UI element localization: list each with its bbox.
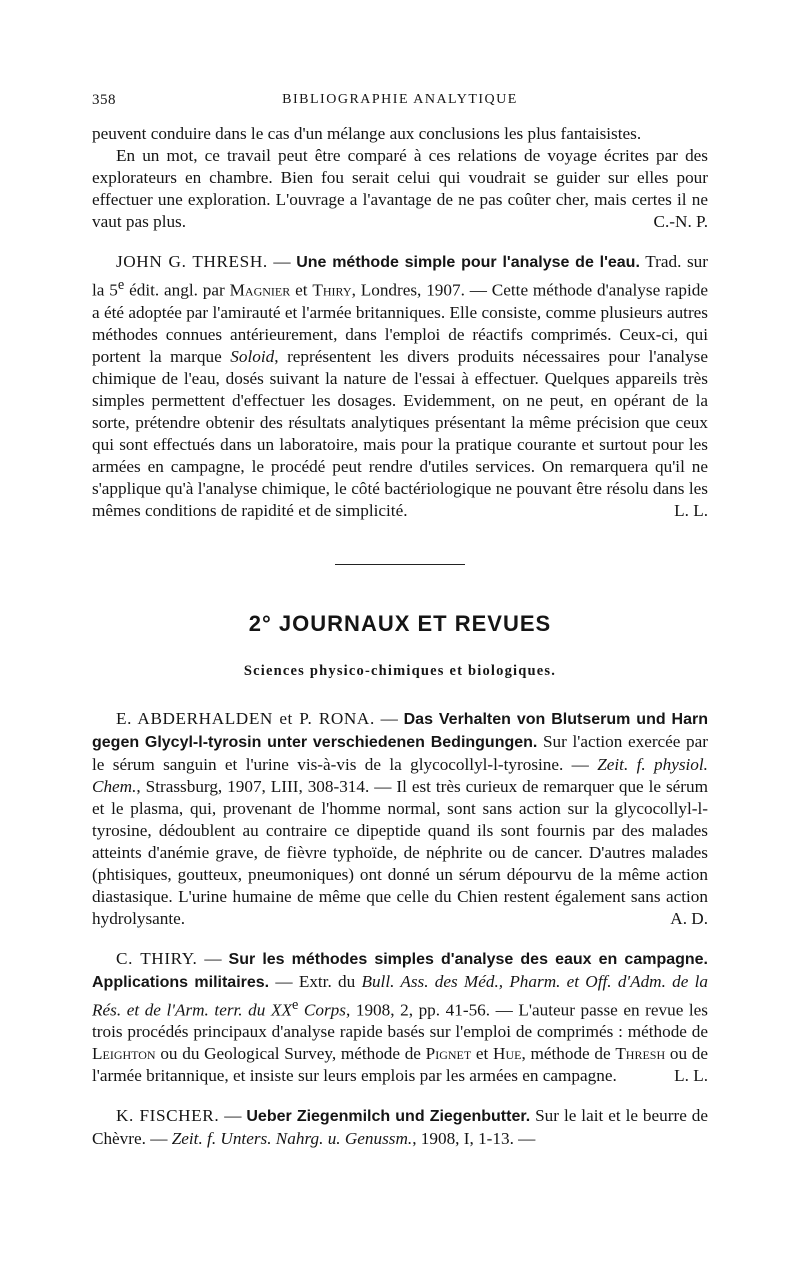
review-signature: C.-N. P.	[653, 212, 708, 231]
page-body	[92, 123, 708, 1150]
running-title: BIBLIOGRAPHIE ANALYTIQUE	[282, 92, 518, 107]
superscript: e	[291, 996, 299, 1013]
page-header	[92, 92, 708, 114]
person-name: Thresh	[615, 1044, 666, 1064]
review-text-1: peuvent conduire dans le cas d'un mélange aux conclusions les plus fantaisistes.	[92, 124, 642, 143]
entry-author: E. ABDERHALDEN et P. RONA.	[116, 708, 375, 728]
dash: —	[267, 252, 297, 271]
entry-title: Une méthode simple pour l'analyse de l'eau.	[296, 254, 640, 271]
entry-title: Ueber Ziegenmilch und Ziegenbutter.	[246, 1108, 531, 1126]
review-continued-paragraph	[92, 123, 708, 145]
entry-text: et	[471, 1044, 494, 1064]
section-subtitle: Sciences physico-chimiques et biologiques.	[243, 662, 557, 679]
entry-text: , 1908, 2, pp. 41-56. — L'auteur passe en revue les trois procédés principaux d'analyse rapide basés sur l'emploi de comprimés : méthode de	[92, 1000, 709, 1042]
entry-text: ou de l'armée britannique, et insiste sur leurs emplois par les armées en campagne.	[92, 1044, 708, 1086]
dash: —	[197, 948, 229, 968]
dash: —	[374, 708, 404, 728]
journal-name-end: Corps	[298, 1000, 346, 1020]
entry-text: , 1908, I, 1-13. —	[412, 1129, 536, 1149]
person-name: Hue	[493, 1044, 522, 1064]
entry-author: JOHN G. THRESH.	[116, 252, 268, 271]
entry-text: Sur le lait et le beurre de Chèvre. —	[92, 1106, 709, 1149]
entry-text: , méthode de	[521, 1044, 616, 1064]
section-divider	[335, 564, 465, 565]
trade-mark: Soloid	[230, 346, 275, 366]
entry-thiry	[92, 948, 708, 1088]
entry-text: Sur l'action exercée par le sérum sanguin et l'urine vis-à-vis de la glycocollyl-l-tyrosine. —	[92, 731, 708, 774]
entry-fischer	[92, 1105, 708, 1150]
entry-text: et	[290, 280, 313, 300]
entry-signature: L. L.	[674, 500, 708, 520]
person-name: Leighton	[92, 1044, 156, 1064]
entry-text: ou du Geological Survey, méthode de	[155, 1044, 426, 1064]
entry-text: , représentent les divers produits nécessaires pour l'analyse chimique de l'eau, dosés suivant la nature de l'essai à effectuer. Quelques appareils très simples permettent d'effectuer les dosages. Evidemment, on ne peut, en opérant de la sorte, prétendre obtenir des résultats analytiques présentant la même précision que ceux qui sont effectués dans un laboratoire, mais pour la pratique courante et surtout pour les armées en campagne, le procédé peut rendre d'utiles services. On remarquera qu'il ne s'applique qu'à l'analyse chimique, le côté bactériologique ne pouvant être résolu dans les mêmes conditions de rapidité et de simplicité.	[92, 346, 708, 520]
journal-name: Zeit. f. Unters. Nahrg. u. Genussm.	[171, 1129, 413, 1149]
entry-signature: A. D.	[670, 908, 708, 928]
entry-abderhalden	[92, 708, 708, 930]
entry-signature: L. L.	[674, 1066, 708, 1086]
page-number: 358	[92, 92, 116, 108]
entry-text: — Extr. du	[269, 971, 362, 991]
entry-title: Das Verhalten von Blutserum und Harn gegen Glycyl-l-tyrosin unter verschiedenen Bedingungen.	[92, 710, 709, 751]
entry-title: Sur les méthodes simples d'analyse des eaux en campagne. Applications militaires.	[92, 950, 709, 991]
review-continued-paragraph-2	[92, 145, 708, 233]
person-name: Thiry	[312, 280, 352, 300]
entry-text: , Strassburg, 1907, LIII, 308-314. — Il est très curieux de remarquer que le sérum et le plasma, qui, provenant de l'homme normal, sont sans action sur la glycocollyl-l-tyrosine, dédoublent au contraire ce dipeptide quand ils sont fournis par des malades atteints d'anémie grave, de fièvre typhoïde, de néphrite ou de cancer. D'autres malades (phtisiques, goutteux, pneumoniques) ont donné un sérum dépourvu de la même action diastasique. L'urine humaine de même que celle du Chien restent également sans action hydrolysante.	[92, 776, 708, 928]
entry-author: K. FISCHER.	[116, 1106, 220, 1126]
section-title: 2° JOURNAUX ET REVUES	[248, 610, 552, 636]
superscript: e	[117, 277, 125, 293]
dash: —	[219, 1106, 247, 1126]
entry-author: C. THIRY.	[116, 948, 198, 968]
entry-text: édit. angl. par	[124, 280, 230, 300]
person-name: Pignet	[425, 1044, 472, 1064]
journal-name: Zeit. f. physiol. Chem.	[92, 754, 708, 796]
entry-text: , Londres, 1907. — Cette méthode d'analyse rapide a été adoptée par l'amirauté et l'armée britanniques. Elle consiste, comme plusieurs autres méthodes connues antérieurement, dans l'emploi de réactifs comprimés. Ceux-ci, qui portent la marque	[92, 280, 709, 366]
person-name: Magnier	[229, 280, 291, 300]
review-text-2: En un mot, ce travail peut être comparé à ces relations de voyage écrites par des explorateurs en chambre. Bien fou serait celui qui voudrait se guider sur elles pour effectuer une exploration. L'ouvrage a l'avantage de ne pas coûter cher, mais certes il ne vaut pas plus.	[92, 146, 708, 231]
journal-name: Bull. Ass. des Méd., Pharm. et Off. d'Adm. de la Rés. et de l'Arm. terr. du XX	[92, 971, 708, 1020]
entry-thresh	[92, 251, 708, 522]
entry-text: Trad. sur la 5	[92, 252, 709, 300]
